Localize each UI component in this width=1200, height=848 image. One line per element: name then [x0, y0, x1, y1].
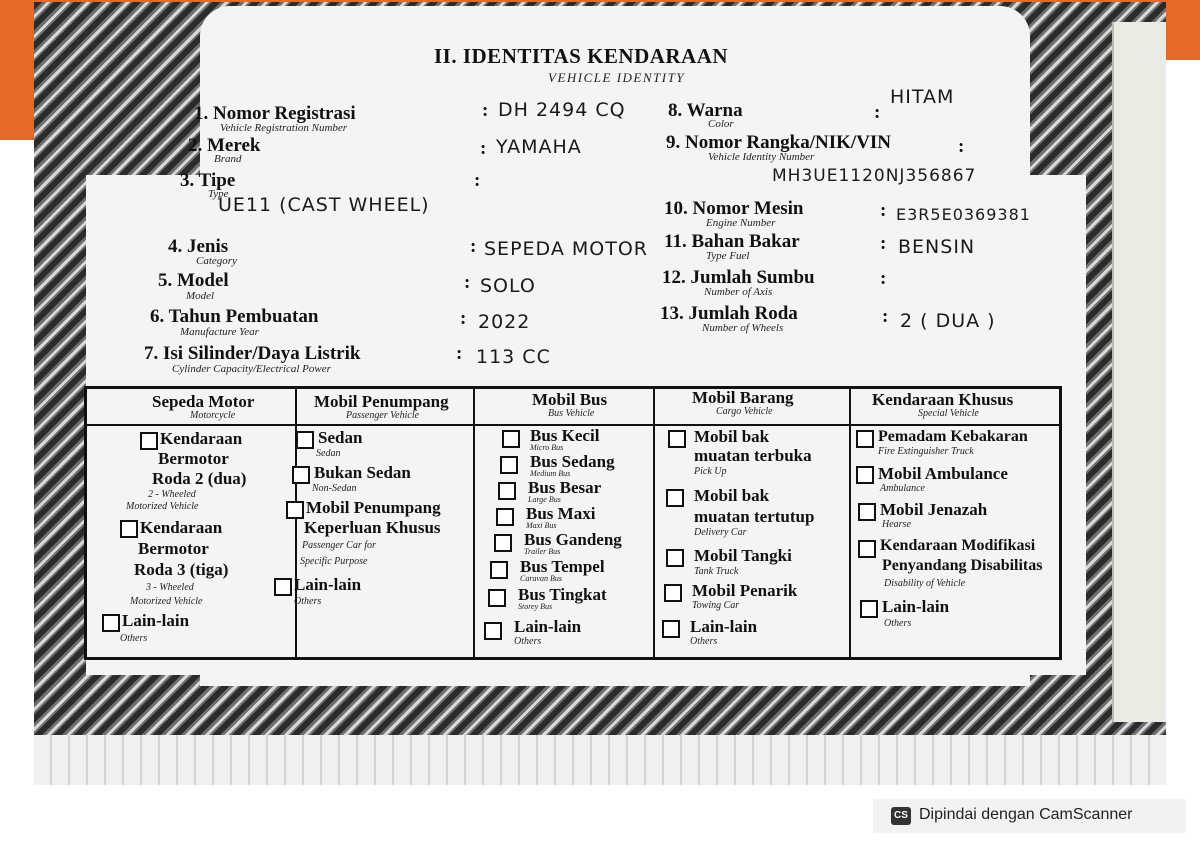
opt-motor-other-sub1: Others [120, 633, 148, 644]
opt-storey-bus-l1: Bus Tingkat [518, 585, 607, 604]
col-header-motorcycle: Sepeda Motor [152, 392, 255, 411]
opt-special-other-l1: Lain-lain [882, 597, 950, 616]
opt-motor-3-sub2: Motorized Vehicle [130, 596, 203, 607]
checkbox-bus-other[interactable] [484, 622, 502, 640]
field-color-label: 8. Warna [668, 100, 743, 121]
field-color-value: HITAM [890, 86, 955, 108]
opt-trailer-bus-l1: Bus Gandeng [524, 530, 622, 549]
colon: : [880, 233, 887, 254]
checkbox-delivery[interactable] [666, 489, 684, 507]
opt-cargo-other-sub1: Others [690, 636, 718, 647]
field-brand-value: YAMAHA [496, 136, 582, 158]
field-vin-value: MH3UE1120NJ356867 [772, 166, 977, 186]
field-model-sub: Model [186, 290, 215, 302]
col-header-special: Kendaraan Khusus [872, 390, 1014, 409]
opt-fire-truck-sub1: Fire Extinguisher Truck [878, 446, 974, 457]
opt-motor-2-sub2: Motorized Vehicle [126, 501, 199, 512]
opt-cargo-other-l1: Lain-lain [690, 617, 758, 636]
opt-pickup-l2: muatan terbuka [694, 446, 812, 465]
checkbox-motor-other[interactable] [102, 614, 120, 632]
col-sub-cargo: Cargo Vehicle [716, 406, 773, 417]
opt-fire-truck-l1: Pemadam Kebakaran [878, 428, 1028, 445]
checkbox-trailer-bus[interactable] [494, 534, 512, 552]
col-header-passenger: Mobil Penumpang [314, 392, 449, 411]
field-brand-sub: Brand [214, 153, 242, 165]
opt-bus-other-sub1: Others [514, 636, 542, 647]
opt-ambulance-l1: Mobil Ambulance [878, 464, 1008, 483]
opt-motor-3-sub1: 3 - Wheeled [146, 582, 194, 593]
opt-micro-bus-l1: Bus Kecil [530, 426, 600, 445]
field-vin-label: 9. Nomor Rangka/NIK/VIN [666, 132, 892, 153]
opt-motor-2-l3: Roda 2 (dua) [152, 469, 247, 488]
opt-special-other-sub1: Others [884, 618, 912, 629]
checkbox-non-sedan[interactable] [292, 466, 310, 484]
opt-towing-sub1: Towing Car [692, 600, 740, 611]
field-fuel-label: 11. Bahan Bakar [664, 231, 800, 252]
colon: : [456, 343, 463, 364]
checkbox-disability[interactable] [858, 540, 876, 558]
opt-caravan-bus-l1: Bus Tempel [520, 557, 605, 576]
checkbox-special-purpose[interactable] [286, 501, 304, 519]
checkbox-motor-3-wheel[interactable] [120, 520, 138, 538]
field-engine-sub: Engine Number [706, 217, 776, 229]
col-sub-motorcycle: Motorcycle [190, 410, 236, 421]
opt-medium-bus-sub1: Medium Bus [530, 469, 571, 478]
opt-motor-other-l1: Lain-lain [122, 611, 190, 630]
opt-special-purpose-sub1: Passenger Car for [302, 540, 376, 551]
checkbox-passenger-other[interactable] [274, 578, 292, 596]
opt-caravan-bus-sub1: Caravan Bus [520, 574, 562, 583]
opt-delivery-sub1: Delivery Car [694, 527, 747, 538]
checkbox-cargo-other[interactable] [662, 620, 680, 638]
checkbox-tank-truck[interactable] [666, 549, 684, 567]
opt-micro-bus-sub1: Micro Bus [530, 443, 564, 452]
opt-storey-bus-sub1: Storey Bus [518, 602, 553, 611]
field-vin-sub: Vehicle Identity Number [708, 151, 815, 163]
opt-pickup-l1: Mobil bak [694, 427, 770, 446]
opt-maxi-bus-l1: Bus Maxi [526, 504, 596, 523]
opt-passenger-other-sub1: Others [294, 596, 322, 607]
field-year-label: 6. Tahun Pembuatan [150, 306, 319, 327]
opt-motor-2-l2: Bermotor [158, 449, 229, 468]
field-registration-value: DH 2494 CQ [498, 99, 626, 121]
next-page-edge [1112, 22, 1166, 722]
opt-motor-2-l1: Kendaraan [160, 429, 243, 448]
opt-special-purpose-l1: Mobil Penumpang [306, 498, 441, 517]
opt-motor-3-l3: Roda 3 (tiga) [134, 560, 229, 579]
section-title: II. IDENTITAS KENDARAAN [434, 44, 729, 68]
checkbox-storey-bus[interactable] [488, 589, 506, 607]
colon: : [482, 100, 489, 121]
field-year-sub: Manufacture Year [180, 326, 259, 338]
camscanner-icon: CS [891, 807, 911, 825]
opt-tank-truck-l1: Mobil Tangki [694, 546, 792, 565]
opt-maxi-bus-sub1: Maxi Bus [526, 521, 557, 530]
opt-passenger-other-l1: Lain-lain [294, 575, 362, 594]
checkbox-towing[interactable] [664, 584, 682, 602]
field-fuel-sub: Type Fuel [706, 250, 750, 262]
field-type-value: UE11 (CAST WHEEL) [218, 194, 430, 216]
checkbox-caravan-bus[interactable] [490, 561, 508, 579]
field-type-sub: Type [208, 188, 229, 200]
checkbox-large-bus[interactable] [498, 482, 516, 500]
field-model-label: 5. Model [158, 270, 229, 291]
opt-hearse-sub1: Hearse [882, 519, 911, 530]
checkbox-ambulance[interactable] [856, 466, 874, 484]
opt-disability-l1: Kendaraan Modifikasi [880, 537, 1036, 554]
opt-bus-other-l1: Lain-lain [514, 617, 582, 636]
field-cylinder-label: 7. Isi Silinder/Daya Listrik [144, 343, 361, 364]
opt-delivery-l2: muatan tertutup [694, 507, 815, 526]
field-axis-label: 12. Jumlah Sumbu [662, 267, 815, 288]
checkbox-medium-bus[interactable] [500, 456, 518, 474]
checkbox-pickup[interactable] [668, 430, 686, 448]
field-fuel-value: BENSIN [898, 236, 976, 258]
opt-pickup-sub1: Pick Up [694, 466, 727, 477]
opt-delivery-l1: Mobil bak [694, 486, 770, 505]
opt-motor-3-l2: Bermotor [138, 539, 209, 558]
field-wheels-sub: Number of Wheels [702, 322, 784, 334]
field-engine-value: E3R5E0369381 [896, 205, 1031, 224]
opt-disability-sub1: Disability of Vehicle [884, 578, 966, 589]
field-wheels-value: 2 ( DUA ) [900, 310, 996, 332]
checkbox-hearse[interactable] [858, 503, 876, 521]
checkbox-fire-truck[interactable] [856, 430, 874, 448]
opt-motor-3-l1: Kendaraan [140, 518, 223, 537]
colon: : [874, 102, 881, 123]
opt-medium-bus-l1: Bus Sedang [530, 452, 615, 471]
field-registration-label: 1. Nomor Registrasi [194, 103, 356, 124]
opt-sedan-l1: Sedan [318, 428, 363, 447]
colon: : [882, 306, 889, 327]
colon: : [880, 268, 887, 289]
field-year-value: 2022 [478, 311, 531, 333]
opt-sedan-sub1: Sedan [316, 448, 341, 459]
field-axis-sub: Number of Axis [704, 286, 773, 298]
checkbox-motor-2-wheel[interactable] [140, 432, 158, 450]
field-cylinder-value: 113 CC [476, 346, 551, 368]
opt-large-bus-sub1: Large Bus [528, 495, 561, 504]
opt-non-sedan-l1: Bukan Sedan [314, 463, 411, 482]
checkbox-special-other[interactable] [860, 600, 878, 618]
field-model-value: SOLO [480, 275, 536, 297]
colon: : [880, 200, 887, 221]
opt-towing-l1: Mobil Penarik [692, 581, 798, 600]
field-cylinder-sub: Cylinder Capacity/Electrical Power [172, 363, 331, 375]
opt-tank-truck-sub1: Tank Truck [694, 566, 739, 577]
field-wheels-label: 13. Jumlah Roda [660, 303, 798, 324]
field-registration-sub: Vehicle Registration Number [220, 122, 348, 134]
col-header-bus: Mobil Bus [532, 390, 608, 409]
camscanner-label: Dipindai dengan CamScanner [919, 806, 1133, 823]
opt-large-bus-l1: Bus Besar [528, 478, 602, 497]
opt-special-purpose-sub2: Specific Purpose [300, 556, 368, 567]
field-brand-label: 2. Merek [188, 135, 261, 156]
colon: : [470, 236, 477, 257]
opt-trailer-bus-sub1: Trailer Bus [524, 547, 561, 556]
col-header-cargo: Mobil Barang [692, 388, 794, 407]
checkbox-micro-bus[interactable] [502, 430, 520, 448]
camscanner-watermark [873, 799, 1186, 833]
opt-ambulance-sub1: Ambulance [880, 483, 925, 494]
colon: : [460, 308, 467, 329]
opt-special-purpose-l2: Keperluan Khusus [304, 518, 441, 537]
field-category-label: 4. Jenis [168, 236, 229, 257]
colon: : [958, 136, 965, 157]
section-subtitle: VEHICLE IDENTITY [548, 70, 686, 85]
field-category-value: SEPEDA MOTOR [484, 238, 648, 260]
opt-disability-l2: Penyandang Disabilitas [882, 557, 1043, 574]
field-engine-label: 10. Nomor Mesin [664, 198, 804, 219]
opt-non-sedan-sub1: Non-Sedan [312, 483, 357, 494]
opt-hearse-l1: Mobil Jenazah [880, 500, 988, 519]
col-sub-passenger: Passenger Vehicle [346, 410, 420, 421]
checkbox-maxi-bus[interactable] [496, 508, 514, 526]
colon: : [480, 138, 487, 159]
opt-motor-2-sub1: 2 - Wheeled [148, 489, 196, 500]
colon: : [474, 170, 481, 191]
col-sub-special: Special Vehicle [918, 408, 979, 419]
field-category-sub: Category [196, 255, 237, 267]
guilloche-bottom-band [34, 735, 1166, 785]
field-type-label: 3. Tipe [180, 170, 236, 191]
checkbox-sedan[interactable] [296, 431, 314, 449]
colon: : [464, 272, 471, 293]
col-sub-bus: Bus Vehicle [548, 408, 595, 419]
field-color-sub: Color [708, 118, 734, 130]
